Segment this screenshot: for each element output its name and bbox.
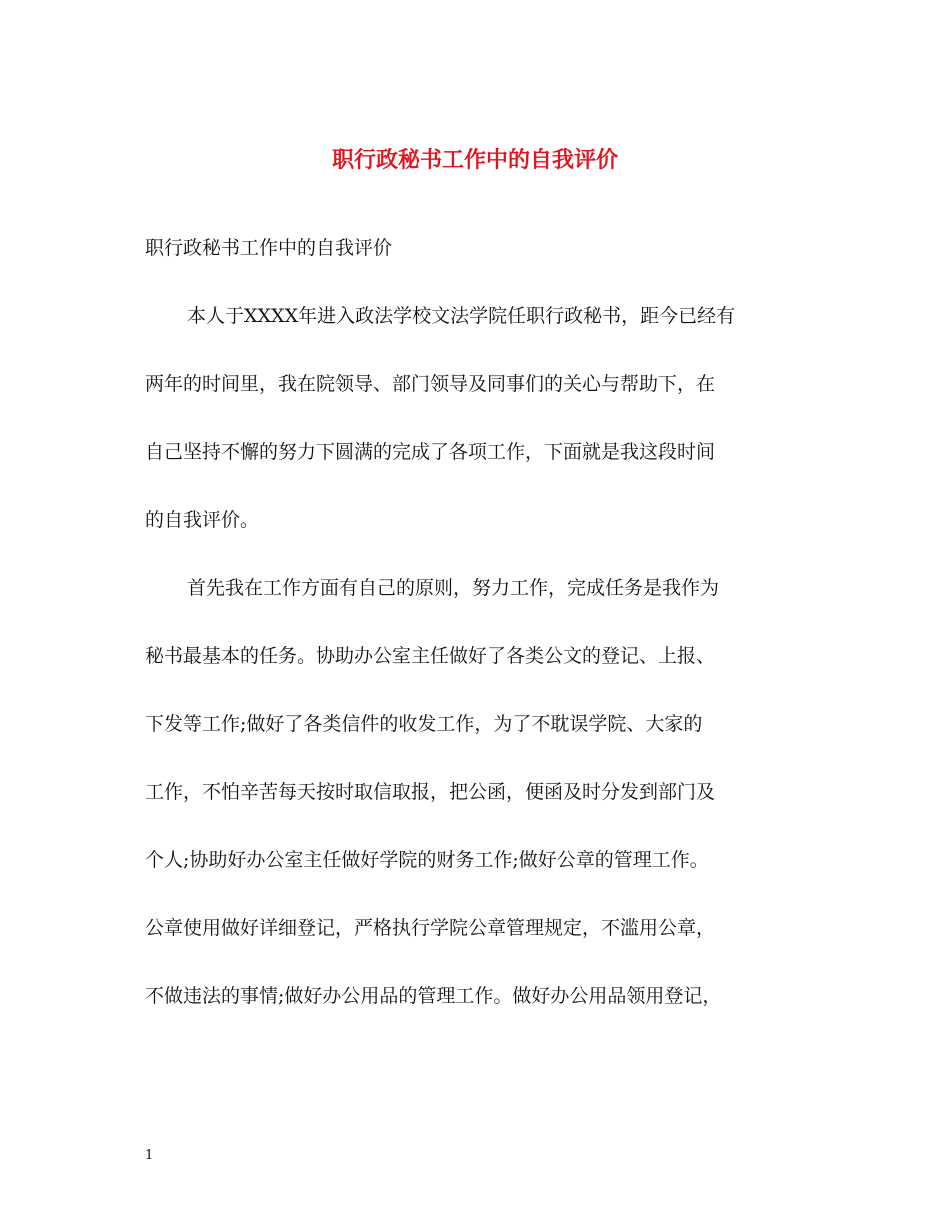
document-body (145, 230, 810, 1046)
paragraph-line: 不做违法的事情;做好办公用品的管理工作。做好办公用品领用登记， (145, 985, 722, 1007)
paragraph-line: 的自我评价。 (145, 509, 260, 531)
document-subtitle: 职行政秘书工作中的自我评价 (145, 237, 393, 259)
page-number: 1 (145, 1148, 154, 1163)
paragraph-line: 自己坚持不懈的努力下圆满的完成了各项工作，下面就是我这段时间 (145, 441, 716, 463)
paragraph-line: 秘书最基本的任务。协助办公室主任做好了各类公文的登记、上报、 (145, 645, 716, 667)
paragraph-line: 公章使用做好详细登记，严格执行学院公章管理规定，不滥用公章， (145, 917, 716, 939)
paragraph-line: 首先我在工作方面有自己的原则，努力工作，完成任务是我作为 (187, 577, 720, 599)
document-title: 职行政秘书工作中的自我评价 (331, 147, 618, 173)
paragraph-line: 工作，不怕辛苦每天按时取信取报，把公函，便函及时分发到部门及 (145, 781, 716, 803)
paragraph-line: 本人于XXXX年进入政法学校文法学院任职行政秘书，距今已经有 (187, 305, 736, 327)
paragraph-line: 下发等工作;做好了各类信件的收发工作，为了不耽误学院、大家的 (145, 713, 703, 735)
paragraph-line: 个人;协助好办公室主任做好学院的财务工作;做好公章的管理工作。 (145, 849, 709, 871)
paragraph-line: 两年的时间里，我在院领导、部门领导及同事们的关心与帮助下，在 (145, 373, 716, 395)
